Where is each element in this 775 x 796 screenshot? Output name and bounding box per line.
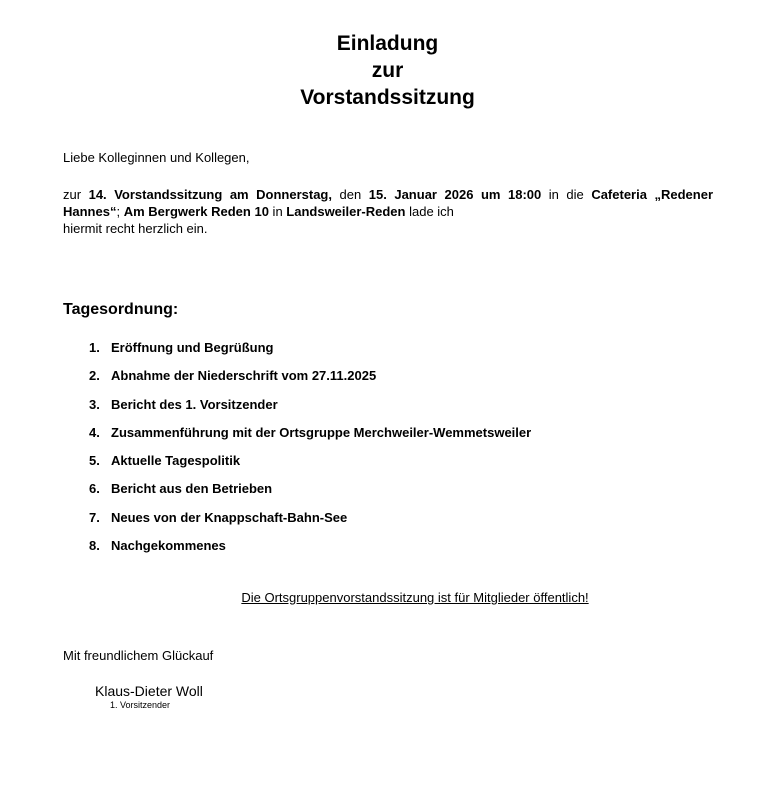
agenda-item xyxy=(89,368,531,396)
agenda-item-number: 4. xyxy=(89,424,100,440)
intro-text-1: zur xyxy=(63,187,89,202)
agenda-item xyxy=(89,425,531,453)
document-title xyxy=(0,30,775,111)
agenda-item xyxy=(89,453,531,481)
title-line-2: zur xyxy=(371,59,404,82)
intro-town: Landsweiler-Reden xyxy=(286,204,406,219)
agenda-item xyxy=(89,510,531,538)
title-line-1: Einladung xyxy=(336,32,439,55)
agenda-item-text: Eröffnung und Begrüßung xyxy=(111,340,274,355)
agenda-item-number: 7. xyxy=(89,509,100,525)
intro-text-5: in xyxy=(268,204,287,219)
agenda-item-text: Neues von der Knappschaft-Bahn-See xyxy=(111,509,348,525)
agenda-item-text: Bericht des 1. Vorsitzender xyxy=(111,396,278,412)
intro-text-3: in die xyxy=(541,187,592,202)
intro-text-2: den xyxy=(332,187,369,202)
closing-salutation: Mit freundlichem Glückauf xyxy=(63,648,214,663)
public-notice xyxy=(0,590,775,606)
agenda-item-number: 5. xyxy=(89,453,100,469)
agenda-item-text: Bericht aus den Betrieben xyxy=(111,481,273,497)
signer-role: 1. Vorsitzender xyxy=(110,700,171,710)
agenda-item xyxy=(89,340,531,368)
intro-text-7: hiermit recht herzlich ein. xyxy=(63,221,208,236)
signer-name: Klaus-Dieter Woll xyxy=(95,683,203,699)
intro-venue: Cafeteria „Redener Hannes“ xyxy=(63,187,713,219)
title-line-3: Vorstandssitzung xyxy=(300,86,475,109)
intro-meeting-number: 14. Vorstandssitzung am Donnerstag, xyxy=(88,187,332,202)
agenda-item-text: Aktuelle Tagespolitik xyxy=(111,453,241,469)
agenda-item-number: 6. xyxy=(89,481,100,497)
agenda-item xyxy=(89,397,531,425)
agenda-item-number: 3. xyxy=(89,396,100,412)
intro-paragraph xyxy=(63,186,713,237)
intro-street: Am Bergwerk Reden 10 xyxy=(123,204,269,219)
agenda-item xyxy=(89,538,531,566)
intro-text-6: lade ich xyxy=(405,204,454,219)
intro-date-time: 15. Januar 2026 um 18:00 xyxy=(368,187,542,202)
agenda-heading: Tagesordnung: xyxy=(63,301,179,318)
agenda-item-number: 8. xyxy=(89,538,100,554)
agenda-item-text: Abnahme der Niederschrift vom 27.11.2025 xyxy=(111,368,377,384)
greeting: Liebe Kolleginnen und Kollegen, xyxy=(63,150,250,165)
agenda-item-text: Zusammenführung mit der Ortsgruppe Merchweiler-Wemmetsweiler xyxy=(111,424,532,440)
agenda-item-text: Nachgekommenes xyxy=(111,538,226,554)
agenda-list xyxy=(89,340,531,566)
agenda-item-number: 2. xyxy=(89,368,100,384)
agenda-item-number: 1. xyxy=(89,340,100,355)
public-notice-text: Die Ortsgruppenvorstandssitzung ist für Mitglieder öffentlich! xyxy=(241,590,589,605)
agenda-item xyxy=(89,481,531,509)
intro-text-4: ; xyxy=(116,204,124,219)
